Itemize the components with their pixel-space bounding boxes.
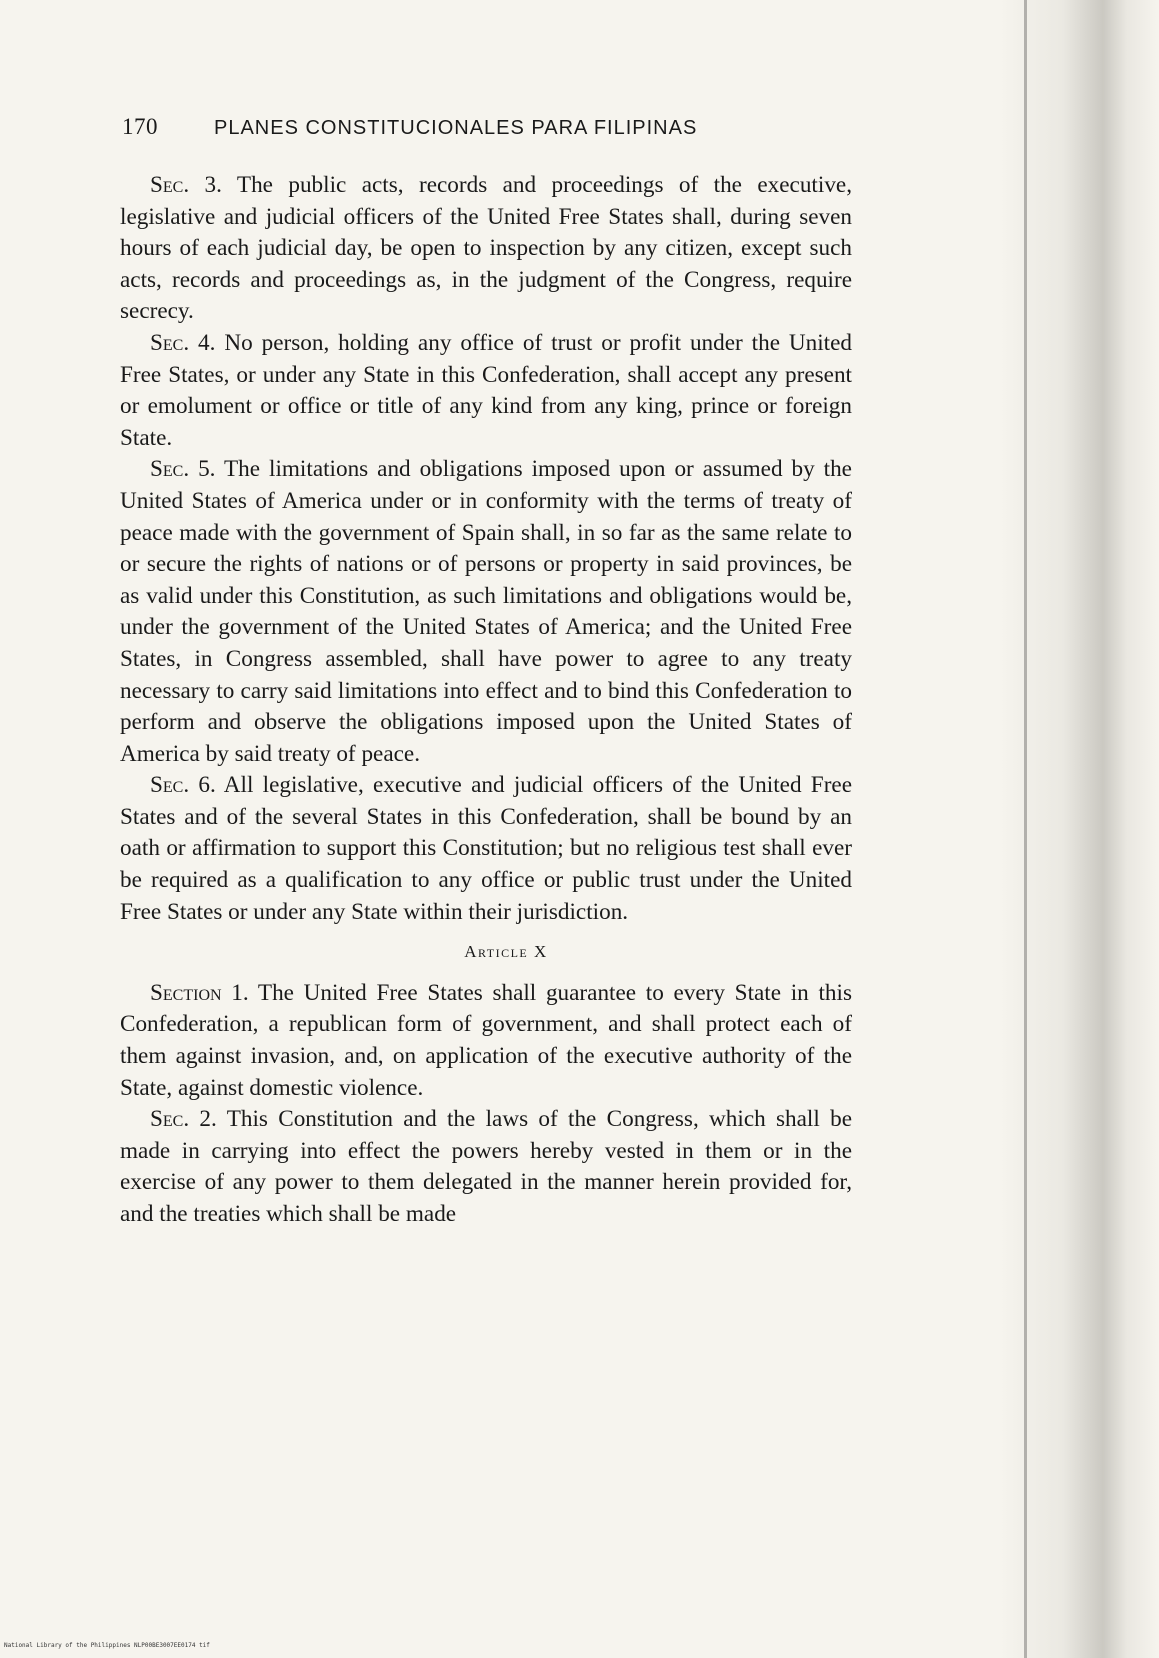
article-heading: Article X — [464, 942, 548, 962]
section-text: This Constitution and the laws of the Congress, which shall be made in carrying into effect the powers hereby vested in them or in the exercise of any power to them delegated in the manner herein provided for, and the treaties which shall be made — [120, 1106, 852, 1227]
section-text: The United Free States shall guarantee to every State in this Confederation, a republican form of government, and shall protect each of them against invasion, and, on application of the executive authority of the State, against domestic violence. — [120, 979, 852, 1101]
page-number: 170 — [122, 114, 158, 139]
section-paragraph — [120, 454, 852, 770]
running-header — [122, 114, 922, 140]
section-label: Sec. 2. — [150, 1106, 217, 1133]
library-stamp: National Library of the Philippines NLP00BE3007EE0174 tif — [4, 1642, 210, 1649]
section-paragraph — [120, 170, 852, 328]
binding-gutter-line — [1024, 0, 1027, 1658]
section-paragraph — [120, 770, 852, 928]
section-text: All legislative, executive and judicial officers of the United Free States and of the several States in this Confederation, shall be bound by an oath or affirmation to support this Constitution; but no religious test shall ever be required as a qualification to any office or public trust under the United Free States or under any State within their jurisdiction. — [120, 772, 852, 925]
section-text: The limitations and obligations imposed upon or assumed by the United States of America under or in conformity with the terms of treaty of peace made with the government of Spain shall, in so far as the same relate to or secure the rights of nations or of persons or property in said provinces, be as valid under this Constitution, as such limitations and obligations would be, under the government of the United States of America; and the United Free States, in Congress assembled, shall have power to agree to any treaty necessary to carry said limitations into effect and to bind this Confederation to perform and observe the obligations imposed upon the United States of America by said treaty of peace. — [120, 456, 852, 767]
section-text: The public acts, records and proceedings of the executive, legislative and judicial officers of the United Free States shall, during seven hours of each judicial day, be open to inspection by any citizen, except such acts, records and proceedings as, in the judgment of the Congress, require secrecy. — [120, 172, 852, 325]
binding-gutter-shadow — [999, 0, 1159, 1658]
running-title: PLANES CONSTITUCIONALES PARA FILIPINAS — [214, 117, 698, 139]
section-text: No person, holding any office of trust or profit under the United Free States, or under any State in this Confederation, shall accept any present or emolument or office or title of any kind from any king, prince or foreign State. — [120, 329, 853, 451]
section-paragraph — [120, 978, 852, 1104]
section-label: Sec. 4. — [150, 329, 216, 356]
section-label: Sec. 3. — [150, 172, 222, 198]
section-paragraph — [120, 328, 852, 454]
section-label: Section 1. — [150, 979, 249, 1006]
body-text — [120, 170, 852, 1231]
section-label: Sec. 6. — [150, 772, 216, 799]
section-label: Sec. 5. — [150, 456, 216, 483]
section-paragraph — [120, 1104, 852, 1230]
